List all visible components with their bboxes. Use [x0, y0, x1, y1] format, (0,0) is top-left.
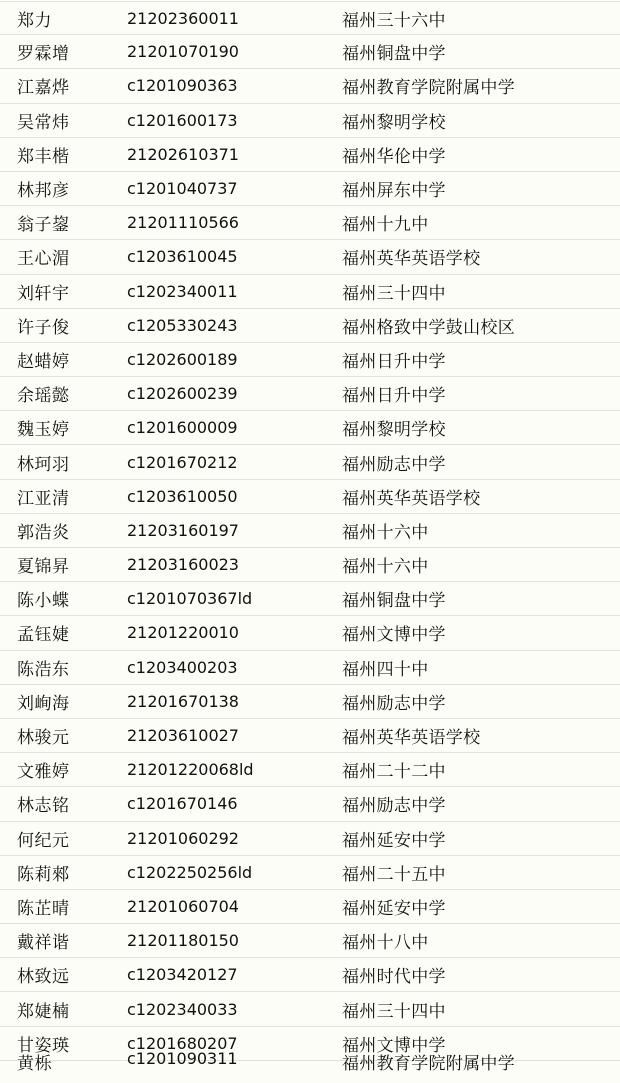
school-name: 福州励志中学 — [342, 693, 446, 714]
admission-ticket-number: c1201670146 — [127, 794, 238, 814]
school-name: 福州黎明学校 — [342, 420, 446, 441]
admission-ticket-number: 21201070190 — [127, 42, 239, 62]
table-row[interactable] — [0, 924, 620, 958]
student-name: 何纪元 — [17, 830, 70, 851]
student-name: 孟钰婕 — [17, 625, 70, 646]
student-name: 林邦彦 — [17, 181, 70, 202]
student-name: 王心湄 — [17, 249, 70, 270]
admission-ticket-number: 21202610371 — [127, 144, 239, 164]
school-name: 福州励志中学 — [342, 796, 446, 817]
table-row[interactable] — [0, 104, 620, 138]
table-row[interactable] — [0, 992, 620, 1026]
table-row[interactable] — [0, 172, 620, 206]
school-name: 福州日升中学 — [342, 386, 446, 407]
school-name: 福州十八中 — [342, 933, 429, 954]
admission-ticket-number: c1201070367ld — [127, 589, 253, 609]
admission-ticket-number: c1201670212 — [127, 452, 238, 472]
admission-ticket-number: c1205330243 — [127, 315, 238, 335]
school-name: 福州日升中学 — [342, 351, 446, 372]
admission-ticket-number: c1201090363 — [127, 76, 238, 96]
school-name: 福州三十四中 — [342, 283, 446, 304]
school-name: 福州文博中学 — [342, 625, 446, 646]
admission-ticket-number: c1202600239 — [127, 384, 238, 404]
table-row[interactable] — [0, 616, 620, 650]
school-name: 福州铜盘中学 — [342, 44, 446, 65]
student-name: 陈莉郲 — [17, 864, 70, 885]
student-name: 吴常炜 — [17, 112, 70, 133]
student-name: 文雅婷 — [17, 762, 70, 783]
table-row[interactable] — [0, 480, 620, 514]
table-row[interactable] — [0, 856, 620, 890]
table-row[interactable] — [0, 309, 620, 343]
admission-ticket-number: c1201090311 — [127, 1048, 238, 1068]
school-name: 福州二十五中 — [342, 864, 446, 885]
admission-ticket-number: 21201110566 — [127, 213, 239, 233]
admission-ticket-number: c1201680207 — [127, 1033, 238, 1053]
student-name: 陈小蝶 — [17, 591, 70, 612]
table-row[interactable] — [0, 890, 620, 924]
admission-ticket-number: c1203610050 — [127, 486, 238, 506]
student-name: 夏锦昇 — [17, 557, 70, 578]
admission-ticket-number: 21201060292 — [127, 828, 239, 848]
table-row[interactable] — [0, 514, 620, 548]
table-row[interactable] — [0, 1048, 620, 1083]
admission-ticket-number: c1202600189 — [127, 349, 238, 369]
school-name: 福州十九中 — [342, 215, 429, 236]
student-name: 郑力 — [17, 10, 52, 31]
admission-ticket-number: c1203420127 — [127, 965, 238, 985]
table-row[interactable] — [0, 719, 620, 753]
student-name: 刘轩宇 — [17, 283, 70, 304]
student-name: 林致远 — [17, 967, 70, 988]
admission-ticket-number: c1202250256ld — [127, 862, 253, 882]
admission-ticket-number: 21201670138 — [127, 691, 239, 711]
table-row[interactable] — [0, 138, 620, 172]
admission-ticket-number: 21203160023 — [127, 555, 239, 575]
school-name: 福州延安中学 — [342, 830, 446, 851]
school-name: 福州十六中 — [342, 557, 429, 578]
table-row[interactable] — [0, 240, 620, 274]
school-name: 福州励志中学 — [342, 454, 446, 475]
student-name: 甘姿瑛 — [17, 1035, 70, 1056]
school-name: 福州十六中 — [342, 522, 429, 543]
school-name: 福州三十六中 — [342, 10, 446, 31]
table-row[interactable] — [0, 377, 620, 411]
student-name: 赵蜡婷 — [17, 351, 70, 372]
student-name: 陈浩东 — [17, 659, 70, 680]
school-name: 福州英华英语学校 — [342, 728, 481, 749]
table-row[interactable] — [0, 411, 620, 445]
student-name: 魏玉婷 — [17, 420, 70, 441]
student-name: 罗霖增 — [17, 44, 70, 65]
student-name: 刘峋海 — [17, 693, 70, 714]
table-row[interactable] — [0, 206, 620, 240]
admission-ticket-number: c1201600009 — [127, 418, 238, 438]
admission-ticket-number: c1203400203 — [127, 657, 238, 677]
student-name: 戴祥谐 — [17, 933, 70, 954]
table-row[interactable] — [0, 1, 620, 35]
school-name: 福州二十二中 — [342, 762, 446, 783]
student-name: 翁子鋆 — [17, 215, 70, 236]
admission-ticket-number: 21201180150 — [127, 931, 239, 951]
school-name: 福州教育学院附属中学 — [342, 78, 515, 99]
student-name: 郑婕楠 — [17, 1001, 70, 1022]
school-name: 福州时代中学 — [342, 967, 446, 988]
student-name: 林志铭 — [17, 796, 70, 817]
school-name: 福州华伦中学 — [342, 146, 446, 167]
table-row[interactable] — [0, 35, 620, 69]
school-name: 福州英华英语学校 — [342, 488, 481, 509]
admission-ticket-number: 21201220068ld — [127, 760, 254, 780]
student-name: 黄栎 — [17, 1053, 52, 1074]
table-row[interactable] — [0, 958, 620, 992]
admission-ticket-number: c1201040737 — [127, 179, 238, 199]
student-name: 江嘉烨 — [17, 78, 70, 99]
admission-ticket-number: c1202340011 — [127, 281, 238, 301]
student-name: 余瑶懿 — [17, 386, 70, 407]
school-name: 福州文博中学 — [342, 1035, 446, 1056]
table-row[interactable] — [0, 753, 620, 787]
table-row[interactable] — [0, 548, 620, 582]
student-name: 林珂羽 — [17, 454, 70, 475]
school-name: 福州英华英语学校 — [342, 249, 481, 270]
student-name: 林骏元 — [17, 728, 70, 749]
admission-ticket-number: c1201600173 — [127, 110, 238, 130]
student-name: 许子俊 — [17, 317, 70, 338]
school-name: 福州四十中 — [342, 659, 429, 680]
admission-ticket-number: c1203610045 — [127, 247, 238, 267]
admission-ticket-number: 21203160197 — [127, 520, 239, 540]
table-row[interactable] — [0, 343, 620, 377]
table-row[interactable] — [0, 275, 620, 309]
table-row[interactable] — [0, 651, 620, 685]
admission-ticket-number: 21202360011 — [127, 8, 239, 28]
student-name: 郭浩炎 — [17, 522, 70, 543]
school-name: 福州三十四中 — [342, 1001, 446, 1022]
school-name: 福州铜盘中学 — [342, 591, 446, 612]
table-row[interactable] — [0, 822, 620, 856]
student-name: 郑丰楷 — [17, 146, 70, 167]
table-body — [0, 1, 620, 1083]
table-row[interactable] — [0, 582, 620, 616]
admission-ticket-number: 21203610027 — [127, 726, 239, 746]
admission-ticket-number: c1202340033 — [127, 999, 238, 1019]
admission-ticket-number: 21201060704 — [127, 896, 239, 916]
school-name: 福州黎明学校 — [342, 112, 446, 133]
student-name: 陈芷晴 — [17, 898, 70, 919]
table-row[interactable] — [0, 685, 620, 719]
school-name: 福州延安中学 — [342, 898, 446, 919]
school-name: 福州屏东中学 — [342, 181, 446, 202]
table-row[interactable] — [0, 787, 620, 821]
student-name: 江亚清 — [17, 488, 70, 509]
school-name: 福州教育学院附属中学 — [342, 1053, 515, 1074]
school-name: 福州格致中学鼓山校区 — [342, 317, 515, 338]
admission-ticket-number: 21201220010 — [127, 623, 239, 643]
table-row[interactable] — [0, 69, 620, 103]
table-row[interactable] — [0, 445, 620, 479]
